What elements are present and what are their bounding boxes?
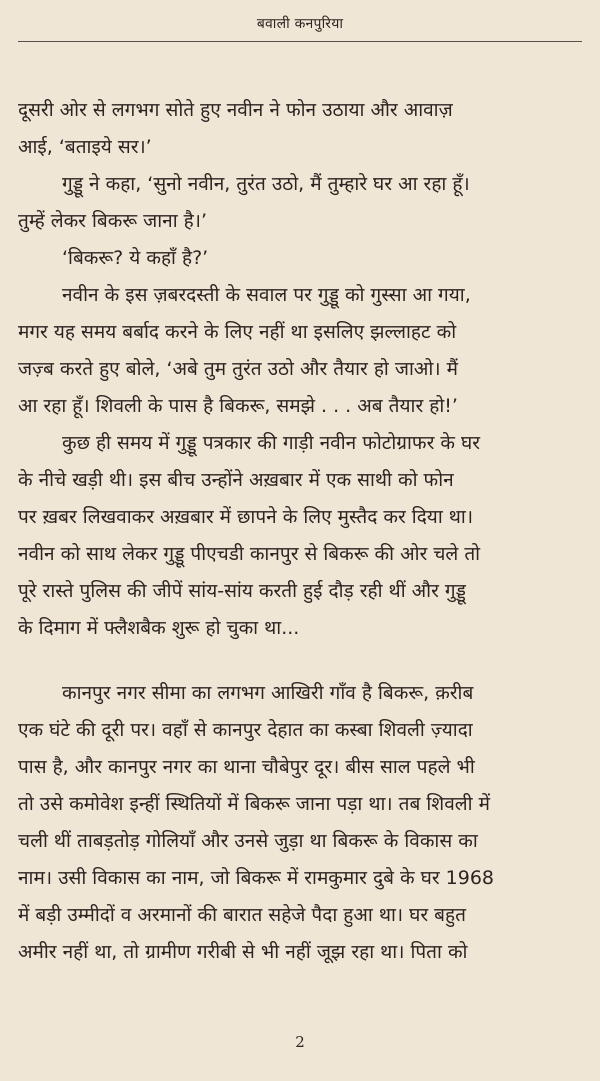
text-line: नवीन को साथ लेकर गुड्डू पीएचडी कानपुर से बिकरू की ओर चले तो	[18, 543, 481, 565]
text-line: गुड्डू ने कहा, ‘सुनो नवीन, तुरंत उठो, मैं तुम्हारे घर आ रहा हूँ।	[62, 173, 470, 195]
text-line: ‘बिकरू? ये कहाँ है?’	[62, 247, 209, 269]
header-rule	[18, 41, 582, 42]
text-line: के नीचे खड़ी थी। इस बीच उन्होंने अख़बार में एक साथी को फोन	[18, 469, 454, 491]
text-line: तो उसे कमोवेश इन्हीं स्थितियों में बिकरू जाना पड़ा था। तब शिवली में	[18, 793, 490, 815]
text-line: मगर यह समय बर्बाद करने के लिए नहीं था इसलिए झल्लाहट को	[18, 321, 457, 343]
body-text	[18, 92, 590, 971]
text-line: आ रहा हूँ। शिवली के पास है बिकरू, समझे . . . अब तैयार हो!’	[18, 395, 458, 417]
text-line: पूरे रास्ते पुलिस की जीपें सांय-सांय करती हुई दौड़ रही थीं और गुड्डू	[18, 580, 466, 602]
text-line: कुछ ही समय में गुड्डू पत्रकार की गाड़ी नवीन फोटोग्राफर के घर	[62, 432, 481, 454]
text-line: पर ख़बर लिखवाकर अख़बार में छापने के लिए मुस्तैद कर दिया था।	[18, 506, 474, 528]
page-number: 2	[295, 1033, 305, 1051]
text-line: में बड़ी उम्मीदों व अरमानों की बारात सहेजे पैदा हुआ था। घर बहुत	[18, 904, 466, 926]
text-line: नवीन के इस ज़बरदस्ती के सवाल पर गुड्डू को गुस्सा आ गया,	[62, 284, 471, 306]
section-break	[18, 647, 590, 675]
text-line: जज़्ब करते हुए बोले, ‘अबे तुम तुरंत उठो और तैयार हो जाओ। मैं	[18, 358, 458, 380]
text-line: के दिमाग में फ्लैशबैक शुरू हो चुका था...	[18, 617, 300, 639]
text-line: पास है, और कानपुर नगर का थाना चौबेपुर दूर। बीस साल पहले भी	[18, 756, 475, 778]
text-line: कानपुर नगर सीमा का लगभग आखिरी गाँव है बिकरू, क़रीब	[62, 682, 474, 704]
text-line: आई, ‘बताइये सर।’	[18, 136, 152, 158]
text-line: दूसरी ओर से लगभग सोते हुए नवीन ने फोन उठाया और आवाज़	[18, 99, 453, 121]
text-line: अमीर नहीं था, तो ग्रामीण गरीबी से भी नहीं जूझ रहा था। पिता को	[18, 941, 468, 963]
running-header: बवाली कनपुरिया	[256, 16, 344, 32]
text-line: एक घंटे की दूरी पर। वहाँ से कानपुर देहात का कस्बा शिवली ज़्यादा	[18, 719, 473, 741]
text-line: नाम। उसी विकास का नाम, जो बिकरू में रामकुमार दुबे के घर 1968	[18, 867, 494, 889]
text-line: तुम्हें लेकर बिकरू जाना है।’	[18, 210, 208, 232]
text-line: चली थीं ताबड़तोड़ गोलियाँ और उनसे जुड़ा था बिकरू के विकास का	[18, 830, 478, 852]
